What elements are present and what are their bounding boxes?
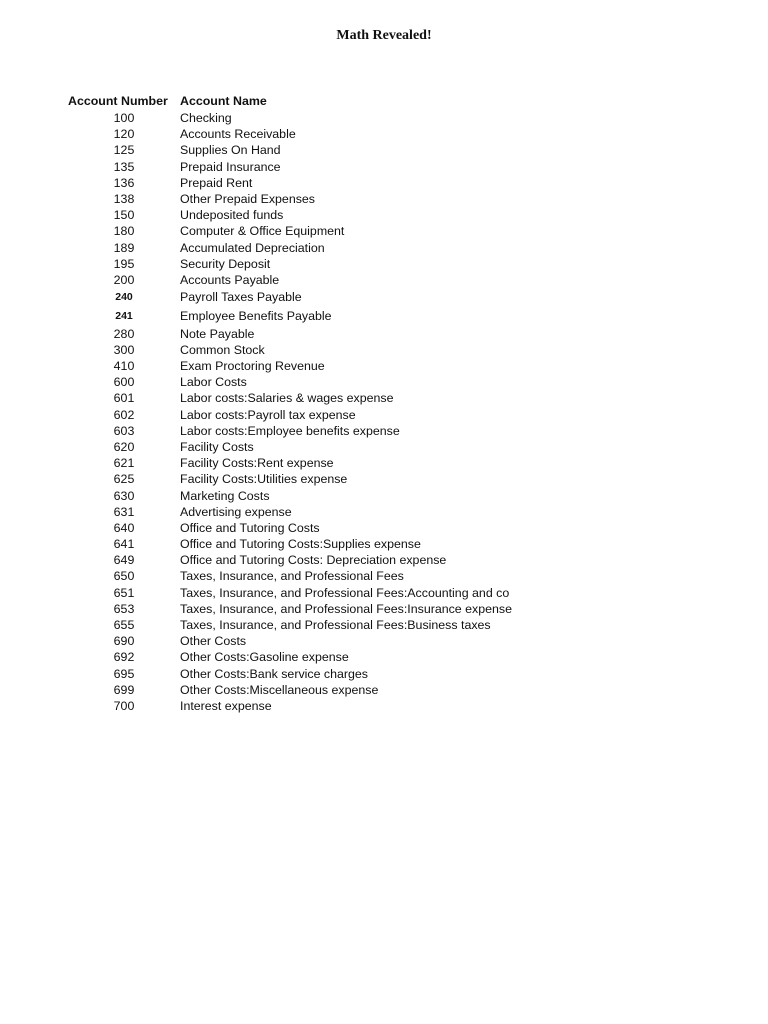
- account-number-cell: 135: [113, 159, 135, 174]
- account-number-cell: 600: [113, 375, 135, 390]
- account-name-cell: Labor Costs: [180, 375, 247, 390]
- account-name-cell: Accounts Payable: [180, 272, 280, 287]
- table-row: [68, 159, 520, 175]
- account-number-cell: 120: [113, 127, 135, 142]
- table-row: [68, 207, 520, 223]
- table-row: [68, 326, 520, 342]
- account-name-cell: Supplies On Hand: [180, 143, 281, 158]
- account-number-cell: 150: [113, 208, 135, 223]
- account-name-cell: Security Deposit: [180, 256, 271, 271]
- account-number-cell: 180: [113, 224, 135, 239]
- account-name-cell: Taxes, Insurance, and Professional Fees:Business taxes: [180, 618, 491, 633]
- table-row: [68, 110, 520, 126]
- account-name-cell: Payroll Taxes Payable: [180, 290, 302, 305]
- account-number-cell: 602: [113, 407, 135, 422]
- account-name-cell: Exam Proctoring Revenue: [180, 359, 325, 374]
- account-number-cell: 692: [113, 650, 135, 665]
- account-name-cell: Office and Tutoring Costs: [180, 520, 320, 535]
- account-number-cell: 138: [113, 191, 135, 206]
- account-number-cell: 603: [113, 423, 135, 438]
- account-number-cell: 601: [113, 391, 135, 406]
- account-number-cell: 640: [113, 520, 135, 535]
- account-name-cell: Accounts Receivable: [180, 127, 296, 142]
- table-row: [68, 633, 520, 649]
- account-number-cell: 200: [113, 272, 135, 287]
- account-number-cell: 240: [115, 291, 133, 304]
- account-name-cell: Labor costs:Salaries & wages expense: [180, 391, 394, 406]
- account-name-cell: Other Costs:Miscellaneous expense: [180, 682, 379, 697]
- account-name-cell: Labor costs:Employee benefits expense: [180, 423, 400, 438]
- account-number-cell: 189: [113, 240, 135, 255]
- account-name-cell: Other Costs:Gasoline expense: [180, 650, 349, 665]
- account-number-cell: 650: [113, 569, 135, 584]
- account-name-cell: Taxes, Insurance, and Professional Fees:Accounting and co: [180, 585, 510, 600]
- account-name-cell: Checking: [180, 111, 232, 125]
- table-row: [68, 390, 520, 406]
- account-name-cell: Other Costs: [180, 634, 247, 649]
- account-name-cell: Advertising expense: [180, 504, 292, 519]
- chart-of-accounts-table: [68, 93, 520, 714]
- account-name-cell: Note Payable: [180, 326, 255, 341]
- table-row: [68, 552, 520, 568]
- account-number-cell: 641: [113, 537, 135, 552]
- table-row: [68, 601, 520, 617]
- table-row: [68, 175, 520, 191]
- account-number-cell: 621: [113, 456, 135, 471]
- account-name-cell: Labor costs:Payroll tax expense: [180, 407, 356, 422]
- account-name-cell: Prepaid Insurance: [180, 159, 281, 174]
- account-number-cell: 695: [113, 666, 135, 681]
- table-row: [68, 471, 520, 487]
- table-row: [68, 585, 520, 601]
- account-number-cell: 653: [113, 601, 135, 616]
- table-row: [68, 288, 520, 307]
- table-row: [68, 568, 520, 584]
- table-row: [68, 240, 520, 256]
- account-number-cell: 655: [113, 618, 135, 633]
- account-number-cell: 136: [113, 175, 135, 190]
- table-row: [68, 488, 520, 504]
- account-name-cell: Employee Benefits Payable: [180, 308, 332, 323]
- account-name-cell: Common Stock: [180, 342, 265, 357]
- account-name-cell: Prepaid Rent: [180, 175, 253, 190]
- account-number-cell: 300: [113, 342, 135, 357]
- table-row: [68, 358, 520, 374]
- table-row: [68, 423, 520, 439]
- table-row: [68, 617, 520, 633]
- account-name-cell: Other Prepaid Expenses: [180, 191, 315, 206]
- account-name-cell: Marketing Costs: [180, 488, 270, 503]
- account-number-cell: 690: [113, 634, 135, 649]
- table-body: [68, 110, 520, 714]
- table-row: [68, 191, 520, 207]
- account-name-cell: Interest expense: [180, 698, 272, 713]
- table-row: [68, 536, 520, 552]
- page-title: Math Revealed!: [336, 28, 432, 43]
- account-name-cell: Office and Tutoring Costs: Depreciation expense: [180, 553, 447, 568]
- account-name-cell: Taxes, Insurance, and Professional Fees: [180, 569, 404, 584]
- account-name-cell: Facility Costs:Rent expense: [180, 456, 334, 471]
- account-name-header: Account Name: [180, 94, 267, 108]
- table-row: [68, 698, 520, 714]
- account-number-cell: 651: [113, 585, 135, 600]
- table-row: [68, 649, 520, 665]
- table-row: [68, 256, 520, 272]
- table-row: [68, 407, 520, 423]
- table-row: [68, 223, 520, 239]
- account-number-cell: 700: [113, 698, 135, 713]
- table-row: [68, 342, 520, 358]
- account-name-cell: Computer & Office Equipment: [180, 224, 345, 239]
- table-row: [68, 455, 520, 471]
- account-number-cell: 410: [113, 359, 135, 374]
- table-row: [68, 666, 520, 682]
- account-name-cell: Taxes, Insurance, and Professional Fees:Insurance expense: [180, 601, 512, 616]
- account-number-cell: 195: [113, 256, 135, 271]
- account-name-cell: Other Costs:Bank service charges: [180, 666, 369, 681]
- table-header-row: [68, 93, 520, 110]
- account-number-header: Account Number: [68, 94, 168, 108]
- table-row: [68, 439, 520, 455]
- account-name-cell: Accumulated Depreciation: [180, 240, 325, 255]
- account-number-cell: 125: [113, 143, 135, 158]
- table-row: [68, 126, 520, 142]
- table-row: [68, 142, 520, 158]
- account-number-cell: 649: [113, 553, 135, 568]
- table-row: [68, 504, 520, 520]
- table-row: [68, 272, 520, 288]
- table-row: [68, 307, 520, 326]
- account-number-cell: 631: [113, 504, 135, 519]
- account-name-cell: Undeposited funds: [180, 208, 284, 223]
- table-row: [68, 520, 520, 536]
- account-number-cell: 630: [113, 488, 135, 503]
- account-number-cell: 625: [113, 472, 135, 487]
- account-name-cell: Office and Tutoring Costs:Supplies expense: [180, 537, 421, 552]
- table-row: [68, 682, 520, 698]
- account-number-cell: 699: [113, 682, 135, 697]
- account-number-cell: 241: [115, 309, 133, 322]
- account-number-cell: 620: [113, 439, 135, 454]
- account-number-cell: 100: [113, 111, 135, 125]
- account-number-cell: 280: [113, 326, 135, 341]
- account-name-cell: Facility Costs:Utilities expense: [180, 472, 348, 487]
- table-row: [68, 374, 520, 390]
- account-name-cell: Facility Costs: [180, 439, 254, 454]
